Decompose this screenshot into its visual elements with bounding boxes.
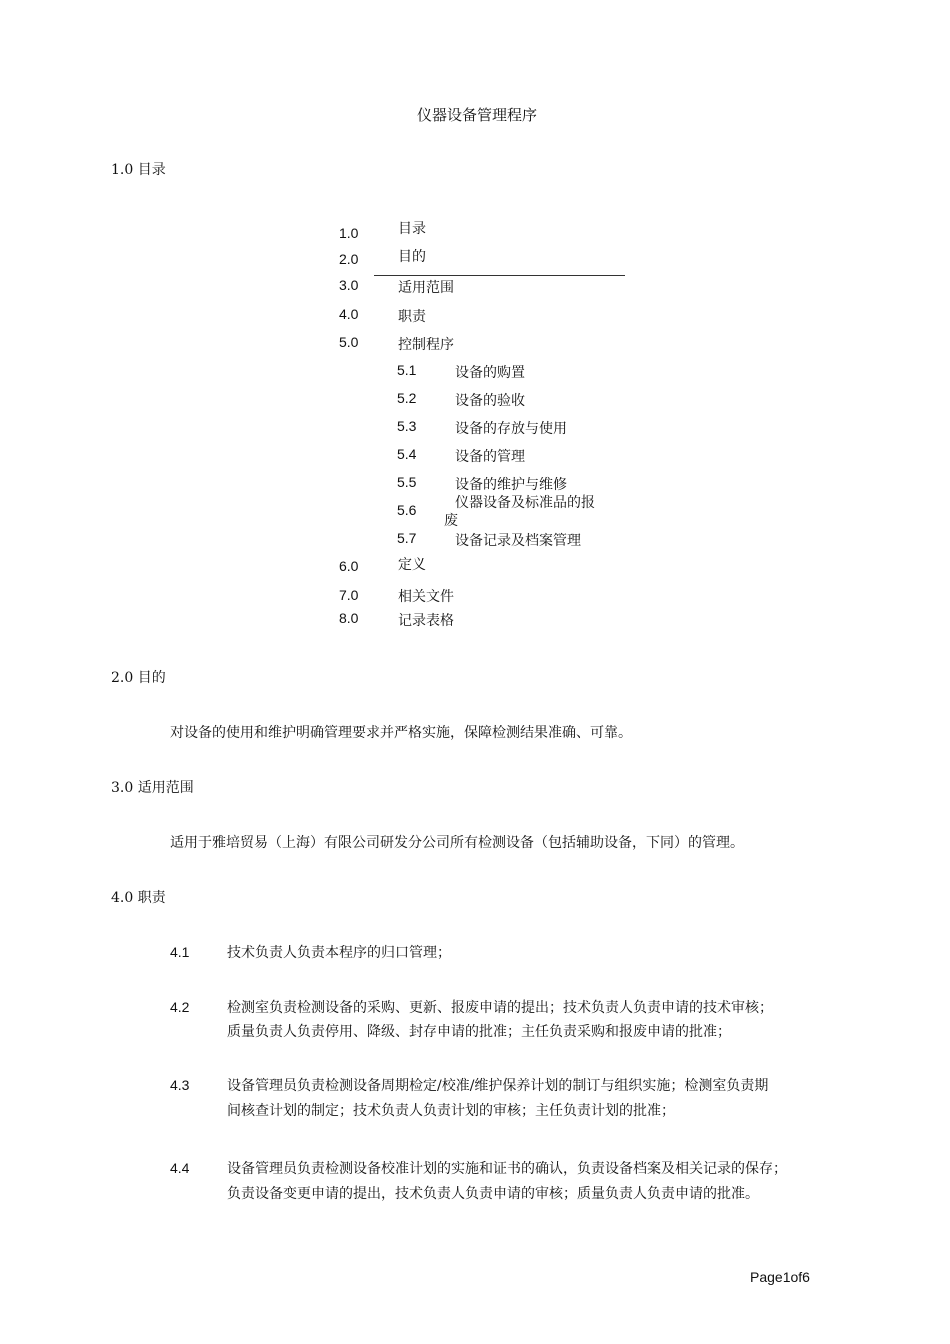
toc-number: 8.0 [339,610,359,626]
toc-number: 5.3 [397,418,417,434]
responsibility-number: 4.4 [170,1160,190,1176]
toc-label: 设备的验收 [455,393,525,409]
toc-label: 目的 [398,249,426,265]
responsibility-number: 4.2 [170,999,190,1015]
toc-label: 设备的管理 [455,449,525,465]
toc-label: 记录表格 [398,613,454,629]
responsibility-number: 4.3 [170,1077,190,1093]
toc-number: 5.0 [339,334,359,350]
responsibility-line: 技术负责人负责本程序的归口管理； [227,945,451,961]
section-heading-responsibilities: 4.0 职责 [111,890,166,906]
toc-number: 3.0 [339,277,359,293]
toc-number: 5.7 [397,530,417,546]
toc-label-overflow: 废 [444,513,458,529]
responsibility-line: 间核查计划的制定；技术负责人负责计划的审核；主任负责计划的批准； [227,1103,675,1119]
responsibility-line: 设备管理员负责检测设备校准计划的实施和证书的确认，负责设备档案及相关记录的保存； [227,1161,787,1177]
page-number: Page1of6 [750,1269,810,1285]
toc-divider [374,275,625,276]
toc-label: 适用范围 [398,280,454,296]
toc-label: 设备的维护与维修 [455,477,567,493]
toc-number: 5.2 [397,390,417,406]
responsibility-number: 4.1 [170,944,190,960]
toc-label: 目录 [398,221,426,237]
toc-label: 设备的购置 [455,365,525,381]
responsibility-line: 设备管理员负责检测设备周期检定/校准/维护保养计划的制订与组织实施；检测室负责期 [227,1078,769,1094]
toc-label: 仪器设备及标准品的报 [455,495,595,511]
toc-number: 7.0 [339,587,359,603]
toc-number: 5.5 [397,474,417,490]
responsibility-line: 负责设备变更申请的提出，技术负责人负责申请的审核；质量负责人负责申请的批准。 [227,1186,759,1202]
responsibility-line: 质量负责人负责停用、降级、封存申请的批准；主任负责采购和报废申请的批准； [227,1024,731,1040]
toc-label: 相关文件 [398,589,454,605]
toc-label: 设备的存放与使用 [455,421,567,437]
section-heading-toc: 1.0 目录 [111,162,166,178]
responsibility-line: 检测室负责检测设备的采购、更新、报废申请的提出；技术负责人负责申请的技术审核； [227,1000,773,1016]
toc-number: 6.0 [339,558,359,574]
toc-label: 设备记录及档案管理 [455,533,581,549]
toc-number: 1.0 [339,225,359,241]
scope-text: 适用于雅培贸易（上海）有限公司研发分公司所有检测设备（包括辅助设备，下同）的管理。 [170,835,744,851]
section-heading-purpose: 2.0 目的 [111,670,166,686]
toc-number: 5.4 [397,446,417,462]
document-title: 仪器设备管理程序 [417,106,538,124]
toc-number: 2.0 [339,251,359,267]
toc-label: 职责 [398,309,426,325]
toc-number: 5.1 [397,362,417,378]
toc-number: 5.6 [397,502,417,518]
toc-label: 定义 [398,557,426,573]
section-heading-scope: 3.0 适用范围 [111,780,194,796]
toc-label: 控制程序 [398,337,454,353]
purpose-text: 对设备的使用和维护明确管理要求并严格实施，保障检测结果准确、可靠。 [170,725,632,741]
toc-number: 4.0 [339,306,359,322]
